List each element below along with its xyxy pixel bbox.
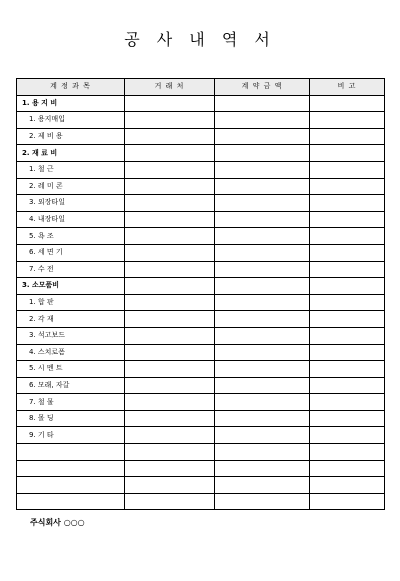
- account-cell: 1. 합 판: [17, 294, 125, 311]
- amount-cell[interactable]: [215, 145, 310, 162]
- account-cell: 2. 각 재: [17, 311, 125, 328]
- amount-cell[interactable]: [215, 444, 310, 461]
- document-title: 공 사 내 역 서: [124, 30, 276, 49]
- amount-cell[interactable]: [215, 377, 310, 394]
- table-body: [17, 95, 385, 510]
- vendor-cell[interactable]: [125, 228, 215, 245]
- table-row: [17, 228, 385, 245]
- amount-cell[interactable]: [215, 394, 310, 411]
- remarks-cell[interactable]: [310, 244, 385, 261]
- table-row: [17, 178, 385, 195]
- account-cell: 5. 시 멘 트: [17, 361, 125, 378]
- table-row: [17, 460, 385, 477]
- vendor-cell[interactable]: [125, 460, 215, 477]
- remarks-cell[interactable]: [310, 278, 385, 295]
- account-cell: 9. 기 타: [17, 427, 125, 444]
- table-row: [17, 195, 385, 212]
- table-row: [17, 311, 385, 328]
- vendor-cell[interactable]: [125, 112, 215, 129]
- remarks-cell[interactable]: [310, 294, 385, 311]
- remarks-cell[interactable]: [310, 145, 385, 162]
- table-row: [17, 261, 385, 278]
- table-row: [17, 327, 385, 344]
- amount-cell[interactable]: [215, 427, 310, 444]
- amount-cell[interactable]: [215, 244, 310, 261]
- amount-cell[interactable]: [215, 195, 310, 212]
- header-remarks: 비 고: [310, 79, 385, 96]
- vendor-cell[interactable]: [125, 278, 215, 295]
- amount-cell[interactable]: [215, 327, 310, 344]
- account-cell: 1. 용 지 비: [17, 95, 125, 112]
- amount-cell[interactable]: [215, 410, 310, 427]
- vendor-cell[interactable]: [125, 327, 215, 344]
- header-vendor: 거 래 처: [125, 79, 215, 96]
- account-cell: 6. 세 면 기: [17, 244, 125, 261]
- table-row: [17, 112, 385, 129]
- remarks-cell[interactable]: [310, 410, 385, 427]
- amount-cell[interactable]: [215, 161, 310, 178]
- amount-cell[interactable]: [215, 112, 310, 129]
- vendor-cell[interactable]: [125, 95, 215, 112]
- table-row: [17, 344, 385, 361]
- section-row: [17, 278, 385, 295]
- vendor-cell[interactable]: [125, 178, 215, 195]
- account-cell: 3. 외장타일: [17, 195, 125, 212]
- remarks-cell[interactable]: [310, 211, 385, 228]
- table-row: [17, 394, 385, 411]
- amount-cell[interactable]: [215, 477, 310, 494]
- vendor-cell[interactable]: [125, 493, 215, 510]
- account-cell: 3. 소모품비: [17, 278, 125, 295]
- account-cell: 5. 욕 조: [17, 228, 125, 245]
- table-row: [17, 477, 385, 494]
- amount-cell[interactable]: [215, 128, 310, 145]
- vendor-cell[interactable]: [125, 261, 215, 278]
- table-row: [17, 211, 385, 228]
- amount-cell[interactable]: [215, 211, 310, 228]
- table-row: [17, 427, 385, 444]
- remarks-cell[interactable]: [310, 311, 385, 328]
- remarks-cell[interactable]: [310, 195, 385, 212]
- section-row: [17, 95, 385, 112]
- account-cell: 2. 레 미 콘: [17, 178, 125, 195]
- amount-cell[interactable]: [215, 228, 310, 245]
- remarks-cell[interactable]: [310, 427, 385, 444]
- account-cell: 2. 재 료 비: [17, 145, 125, 162]
- vendor-cell[interactable]: [125, 477, 215, 494]
- account-cell: 4. 내장타일: [17, 211, 125, 228]
- account-cell: 1. 철 근: [17, 161, 125, 178]
- vendor-cell[interactable]: [125, 427, 215, 444]
- expense-table: [16, 78, 385, 510]
- amount-cell[interactable]: [215, 95, 310, 112]
- table-row: [17, 294, 385, 311]
- remarks-cell[interactable]: [310, 161, 385, 178]
- account-cell: 8. 몰 딩: [17, 410, 125, 427]
- remarks-cell[interactable]: [310, 444, 385, 461]
- amount-cell[interactable]: [215, 311, 310, 328]
- vendor-cell[interactable]: [125, 394, 215, 411]
- account-cell: 4. 스치로폼: [17, 344, 125, 361]
- remarks-cell[interactable]: [310, 261, 385, 278]
- vendor-cell[interactable]: [125, 294, 215, 311]
- amount-cell[interactable]: [215, 493, 310, 510]
- section-row: [17, 145, 385, 162]
- account-cell: [17, 444, 125, 461]
- remarks-cell[interactable]: [310, 394, 385, 411]
- remarks-cell[interactable]: [310, 95, 385, 112]
- vendor-cell[interactable]: [125, 161, 215, 178]
- amount-cell[interactable]: [215, 361, 310, 378]
- account-cell: 1. 용지매입: [17, 112, 125, 129]
- remarks-cell[interactable]: [310, 178, 385, 195]
- account-cell: [17, 477, 125, 494]
- header-row: [17, 79, 385, 96]
- remarks-cell[interactable]: [310, 228, 385, 245]
- account-cell: [17, 493, 125, 510]
- header-contract-amount: 계 약 금 액: [215, 79, 310, 96]
- account-cell: 7. 수 전: [17, 261, 125, 278]
- table-row: [17, 361, 385, 378]
- table-row: [17, 128, 385, 145]
- amount-cell[interactable]: [215, 278, 310, 295]
- account-cell: 6. 모래, 자갈: [17, 377, 125, 394]
- header-account: 계 정 과 목: [17, 79, 125, 96]
- remarks-cell[interactable]: [310, 493, 385, 510]
- table-row: [17, 493, 385, 510]
- remarks-cell[interactable]: [310, 361, 385, 378]
- vendor-cell[interactable]: [125, 444, 215, 461]
- remarks-cell[interactable]: [310, 377, 385, 394]
- remarks-cell[interactable]: [310, 477, 385, 494]
- table-row: [17, 161, 385, 178]
- vendor-cell[interactable]: [125, 410, 215, 427]
- amount-cell[interactable]: [215, 344, 310, 361]
- amount-cell[interactable]: [215, 178, 310, 195]
- vendor-cell[interactable]: [125, 311, 215, 328]
- account-cell: 2. 제 비 용: [17, 128, 125, 145]
- table-row: [17, 410, 385, 427]
- amount-cell[interactable]: [215, 460, 310, 477]
- table-row: [17, 377, 385, 394]
- vendor-cell[interactable]: [125, 211, 215, 228]
- account-cell: 3. 석고보드: [17, 327, 125, 344]
- vendor-cell[interactable]: [125, 145, 215, 162]
- vendor-cell[interactable]: [125, 377, 215, 394]
- company-name: 주식회사 ○○○: [30, 518, 85, 527]
- amount-cell[interactable]: [215, 294, 310, 311]
- vendor-cell[interactable]: [125, 128, 215, 145]
- vendor-cell[interactable]: [125, 244, 215, 261]
- account-cell: 7. 철 물: [17, 394, 125, 411]
- remarks-cell[interactable]: [310, 128, 385, 145]
- remarks-cell[interactable]: [310, 327, 385, 344]
- vendor-cell[interactable]: [125, 344, 215, 361]
- amount-cell[interactable]: [215, 261, 310, 278]
- table-row: [17, 244, 385, 261]
- remarks-cell[interactable]: [310, 344, 385, 361]
- vendor-cell[interactable]: [125, 361, 215, 378]
- account-cell: [17, 460, 125, 477]
- remarks-cell[interactable]: [310, 112, 385, 129]
- remarks-cell[interactable]: [310, 460, 385, 477]
- vendor-cell[interactable]: [125, 195, 215, 212]
- table-row: [17, 444, 385, 461]
